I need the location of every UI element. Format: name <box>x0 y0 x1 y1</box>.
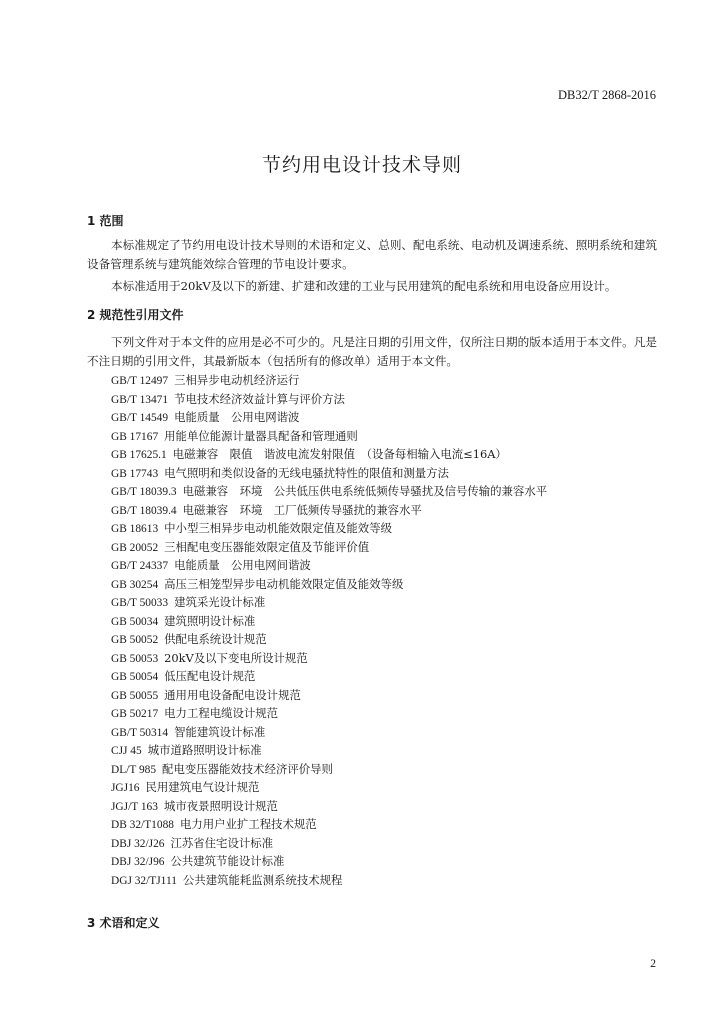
list-item: GB/T 50314 智能建筑设计标准 <box>111 724 266 739</box>
list-item: GB 50055 通用用电设备配电设计规范 <box>111 687 301 702</box>
section-heading-normative-references: 2 规范性引用文件 <box>87 308 184 322</box>
section-heading-terms-and-definitions: 3 术语和定义 <box>87 916 160 930</box>
scope-paragraph-2: 本标准适用于20kV及以下的新建、扩建和改建的工业与民用建筑的配电系统和用电设备应用设计。 <box>111 279 617 293</box>
list-item: GB/T 13471 节电技术经济效益计算与评价方法 <box>111 391 345 406</box>
list-item: DL/T 985 配电变压器能效技术经济评价导则 <box>111 761 333 776</box>
page-title: 节约用电设计技术导则 <box>261 154 462 176</box>
scope-paragraph-1: 本标准规定了节约用电设计技术导则的术语和定义、总则、配电系统、电动机及调速系统、照明系统和建筑设备管理系统与建筑能效综合管理的节电设计要求。 <box>87 238 657 271</box>
list-item: JGJ16 民用建筑电气设计规范 <box>111 780 260 794</box>
list-item: GB/T 24337 电能质量 公用电网间谐波 <box>111 558 311 572</box>
list-item: DBJ 32/J96 公共建筑节能设计标准 <box>111 854 285 868</box>
list-item: GB/T 12497 三相异步电动机经济运行 <box>111 373 300 387</box>
list-item: GB 20052 三相配电变压器能效限定值及节能评价值 <box>111 539 370 554</box>
list-item: GB 30254 高压三相笼型异步电动机能效限定值及能效等级 <box>111 576 404 591</box>
document-code: DB32/T 2868-2016 <box>557 88 656 102</box>
list-item: GB 17625.1 电磁兼容 限值 谐波电流发射限值 （设备每相输入电流≤16A） <box>111 447 507 461</box>
list-item: GB/T 14549 电能质量 公用电网谐波 <box>111 410 300 424</box>
list-item: CJJ 45 城市道路照明设计标准 <box>111 743 262 757</box>
list-item: GB 18613 中小型三相异步电动机能效限定值及能效等级 <box>111 521 392 535</box>
list-item: GB/T 18039.3 电磁兼容 环境 公共低压供电系统低频传导骚扰及信号传输的兼容水平 <box>111 484 548 498</box>
reference-list <box>111 371 547 889</box>
references-intro-paragraph: 下列文件对于本文件的应用是必不可少的。凡是注日期的引用文件，仅所注日期的版本适用于本文件。凡是不注日期的引用文件，其最新版本（包括所有的修改单）适用于本文件。 <box>87 335 657 368</box>
list-item: JGJ/T 163 城市夜景照明设计规范 <box>111 798 278 813</box>
list-item: GB 50217 电力工程电缆设计规范 <box>111 706 279 720</box>
list-item: GB 50053 20kV及以下变电所设计规范 <box>111 650 308 665</box>
list-item: DBJ 32/J26 江苏省住宅设计标准 <box>111 835 274 850</box>
list-item: GB 50034 建筑照明设计标准 <box>111 613 256 628</box>
list-item: GB 50054 低压配电设计规范 <box>111 669 256 683</box>
list-item: GB/T 18039.4 电磁兼容 环境 工厂低频传导骚扰的兼容水平 <box>111 502 422 517</box>
list-item: DB 32/T1088 电力用户业扩工程技术规范 <box>111 817 317 831</box>
list-item: GB 50052 供配电系统设计规范 <box>111 632 267 646</box>
list-item: GB 17167 用能单位能源计量器具配备和管理通则 <box>111 428 358 443</box>
section-heading-scope: 1 范围 <box>87 214 124 228</box>
list-item: GB 17743 电气照明和类似设备的无线电骚扰特性的限值和测量方法 <box>111 465 449 480</box>
page-number: 2 <box>650 958 656 970</box>
list-item: GB/T 50033 建筑采光设计标准 <box>111 595 266 609</box>
list-item: DGJ 32/TJ111 公共建筑能耗监测系统技术规程 <box>111 872 343 887</box>
